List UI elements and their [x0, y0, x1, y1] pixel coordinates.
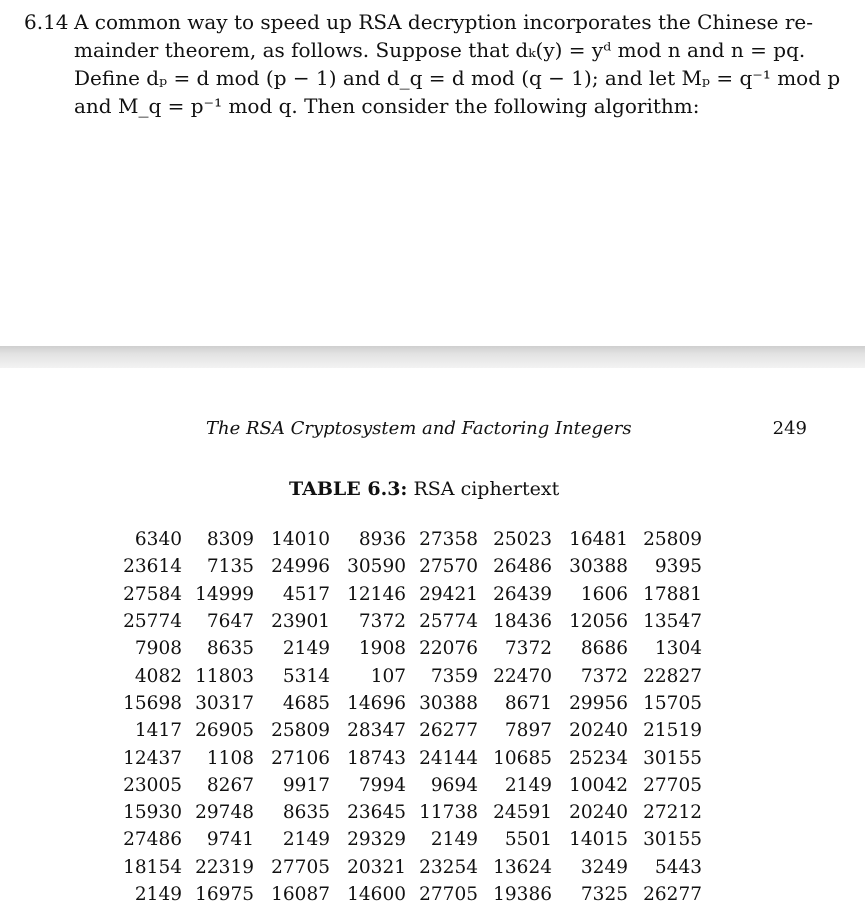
table-cell: 26486 — [493, 556, 552, 578]
table-cell: 22076 — [419, 638, 478, 660]
table-cell: 23901 — [271, 611, 330, 633]
table-cell: 26905 — [195, 720, 254, 742]
table-cell: 20240 — [569, 802, 628, 824]
table-cell: 8309 — [206, 529, 254, 551]
table-cell: 29956 — [569, 692, 628, 714]
table-caption — [289, 478, 559, 500]
table-cell: 7372 — [580, 665, 628, 687]
table-cell: 15930 — [123, 802, 182, 824]
ciphertext-table — [120, 526, 702, 904]
page-separator — [0, 346, 865, 368]
table-cell: 17881 — [643, 583, 702, 605]
problem-line-4: and M_q = p⁻¹ mod q. Then consider the following algorithm: — [74, 94, 700, 118]
table-cell: 25774 — [123, 611, 182, 633]
table-cell: 7994 — [358, 774, 406, 796]
table-cell: 22470 — [493, 665, 552, 687]
table-cell: 29329 — [347, 829, 406, 851]
table-cell: 15698 — [123, 692, 182, 714]
table-cell: 5443 — [654, 856, 702, 878]
table-cell: 16087 — [271, 884, 330, 904]
table-cell: 7897 — [504, 720, 552, 742]
table-cell: 20240 — [569, 720, 628, 742]
table-cell: 30388 — [419, 692, 478, 714]
table-cell: 16481 — [569, 529, 628, 551]
table-cell: 14600 — [347, 884, 406, 904]
table-cell: 8635 — [206, 638, 254, 660]
table-row — [120, 581, 702, 608]
table-cell: 27212 — [643, 802, 702, 824]
table-cell: 7372 — [504, 638, 552, 660]
table-cell: 7325 — [580, 884, 628, 904]
table-cell: 18154 — [123, 856, 182, 878]
table-cell: 27106 — [271, 747, 330, 769]
table-row — [120, 717, 702, 744]
table-row — [120, 553, 702, 580]
table-cell: 20321 — [347, 856, 406, 878]
table-cell: 107 — [370, 665, 406, 687]
table-cell: 12146 — [347, 583, 406, 605]
table-cell: 6340 — [134, 529, 182, 551]
table-cell: 2149 — [504, 774, 552, 796]
problem-number: 6.14 — [24, 10, 69, 34]
table-cell: 4082 — [134, 665, 182, 687]
table-cell: 1908 — [358, 638, 406, 660]
table-cell: 7359 — [430, 665, 478, 687]
table-cell: 27486 — [123, 829, 182, 851]
table-cell: 5314 — [282, 665, 330, 687]
table-cell: 14696 — [347, 692, 406, 714]
table-cell: 25774 — [419, 611, 478, 633]
table-cell: 9694 — [430, 774, 478, 796]
problem-line-3: Define dₚ = d mod (p − 1) and d_q = d mod (q − 1); and let Mₚ = q⁻¹ mod p — [74, 66, 841, 90]
table-row — [120, 772, 702, 799]
table-cell: 4685 — [282, 692, 330, 714]
table-cell: 18743 — [347, 747, 406, 769]
table-cell: 23005 — [123, 774, 182, 796]
table-cell: 13547 — [643, 611, 702, 633]
problem-line-1: A common way to speed up RSA decryption incorporates the Chinese re- — [74, 10, 814, 34]
table-cell: 26277 — [419, 720, 478, 742]
table-cell: 22319 — [195, 856, 254, 878]
table-cell: 19386 — [493, 884, 552, 904]
table-cell: 2149 — [282, 829, 330, 851]
table-cell: 14015 — [569, 829, 628, 851]
table-cell: 25809 — [271, 720, 330, 742]
table-cell: 30590 — [347, 556, 406, 578]
table-row — [120, 662, 702, 689]
table-row — [120, 881, 702, 904]
problem-body — [74, 8, 844, 120]
table-cell: 1606 — [580, 583, 628, 605]
table-cell: 27570 — [419, 556, 478, 578]
table-caption-text: RSA ciphertext — [413, 478, 560, 500]
page-number: 249 — [772, 418, 807, 439]
table-cell: 27358 — [419, 529, 478, 551]
table-cell: 14999 — [195, 583, 254, 605]
table-cell: 12056 — [569, 611, 628, 633]
table-row — [120, 635, 702, 662]
table-cell: 22827 — [643, 665, 702, 687]
table-cell: 8267 — [206, 774, 254, 796]
table-cell: 1304 — [654, 638, 702, 660]
table-cell: 14010 — [271, 529, 330, 551]
table-row — [120, 799, 702, 826]
table-cell: 11803 — [195, 665, 254, 687]
table-cell: 25023 — [493, 529, 552, 551]
table-cell: 26277 — [643, 884, 702, 904]
table-cell: 24591 — [493, 802, 552, 824]
table-cell: 29421 — [419, 583, 478, 605]
table-cell: 24996 — [271, 556, 330, 578]
table-cell: 9395 — [654, 556, 702, 578]
table-cell: 10685 — [493, 747, 552, 769]
table-caption-label: TABLE 6.3: — [289, 478, 408, 500]
running-head: The RSA Cryptosystem and Factoring Integers — [206, 418, 632, 439]
table-cell: 27705 — [643, 774, 702, 796]
table-cell: 5501 — [504, 829, 552, 851]
table-cell: 16975 — [195, 884, 254, 904]
table-row — [120, 608, 702, 635]
table-cell: 10042 — [569, 774, 628, 796]
table-cell: 23645 — [347, 802, 406, 824]
table-cell: 30155 — [643, 829, 702, 851]
table-cell: 3249 — [580, 856, 628, 878]
table-cell: 9917 — [282, 774, 330, 796]
table-cell: 25234 — [569, 747, 628, 769]
table-cell: 30155 — [643, 747, 702, 769]
table-cell: 7135 — [206, 556, 254, 578]
table-cell: 23614 — [123, 556, 182, 578]
table-cell: 8936 — [358, 529, 406, 551]
table-cell: 13624 — [493, 856, 552, 878]
table-row — [120, 744, 702, 771]
table-cell: 27705 — [271, 856, 330, 878]
table-cell: 9741 — [206, 829, 254, 851]
table-cell: 24144 — [419, 747, 478, 769]
table-cell: 12437 — [123, 747, 182, 769]
table-cell: 15705 — [643, 692, 702, 714]
table-cell: 8635 — [282, 802, 330, 824]
table-cell: 2149 — [430, 829, 478, 851]
table-cell: 18436 — [493, 611, 552, 633]
table-cell: 26439 — [493, 583, 552, 605]
problem-statement — [24, 8, 844, 120]
table-cell: 4517 — [282, 583, 330, 605]
table-cell: 7647 — [206, 611, 254, 633]
table-row — [120, 526, 702, 553]
table-cell: 2149 — [282, 638, 330, 660]
table-cell: 30388 — [569, 556, 628, 578]
table-cell: 27584 — [123, 583, 182, 605]
table-cell: 23254 — [419, 856, 478, 878]
table-cell: 11738 — [419, 802, 478, 824]
table-row — [120, 854, 702, 881]
problem-line-2: mainder theorem, as follows. Suppose that dₖ(y) = yᵈ mod n and n = pq. — [74, 38, 806, 62]
table-cell: 7372 — [358, 611, 406, 633]
table-cell: 30317 — [195, 692, 254, 714]
ciphertext-table-body — [120, 526, 702, 904]
table-cell: 1417 — [134, 720, 182, 742]
table-row — [120, 690, 702, 717]
table-cell: 27705 — [419, 884, 478, 904]
table-cell: 8686 — [580, 638, 628, 660]
table-row — [120, 826, 702, 853]
table-cell: 25809 — [643, 529, 702, 551]
table-cell: 1108 — [206, 747, 254, 769]
table-cell: 2149 — [134, 884, 182, 904]
table-cell: 29748 — [195, 802, 254, 824]
table-cell: 8671 — [504, 692, 552, 714]
table-cell: 21519 — [643, 720, 702, 742]
table-cell: 28347 — [347, 720, 406, 742]
table-cell: 7908 — [134, 638, 182, 660]
